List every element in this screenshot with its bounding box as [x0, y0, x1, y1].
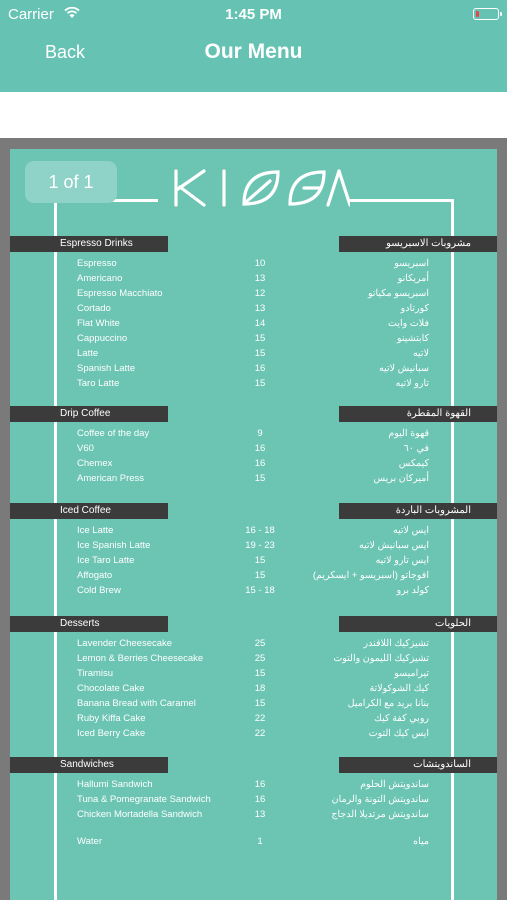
item-name-ar: قهوة اليوم — [388, 428, 429, 439]
clock: 1:45 PM — [225, 6, 282, 23]
item-name-ar: كيمكس — [398, 458, 429, 469]
item-name-en: Chemex — [77, 458, 113, 469]
item-name-ar: كولد برو — [396, 585, 429, 596]
menu-item-row — [10, 376, 497, 391]
item-price: 16 - 18 — [245, 525, 275, 536]
item-name-ar: اسبريسو — [394, 258, 429, 269]
menu-item-row — [10, 807, 497, 822]
item-name-ar: كورتادو — [400, 303, 429, 314]
item-name-ar: في ٦٠ — [403, 443, 429, 454]
item-name-ar: افوجاتو (اسبريسو + ايسكريم) — [312, 570, 429, 581]
menu-item-row — [10, 666, 497, 681]
item-name-en: Tiramisu — [77, 668, 114, 679]
item-name-en: Flat White — [77, 318, 120, 329]
item-name-ar: ساندويتش الحلوم — [360, 779, 429, 790]
item-name-ar: تشيزكيك اللافندر — [363, 638, 429, 649]
item-price: 18 — [254, 683, 266, 694]
item-price: 25 — [254, 653, 266, 664]
item-name-en: Affogato — [77, 570, 113, 581]
item-price: 16 — [254, 458, 266, 469]
item-name-ar: تيراميسو — [394, 668, 429, 679]
item-price: 16 — [254, 443, 266, 454]
item-price: 15 — [254, 348, 266, 359]
item-name-en: Latte — [77, 348, 99, 359]
menu-item-row — [10, 696, 497, 711]
page-indicator: 1 of 1 — [25, 161, 117, 203]
menu-item-row — [10, 726, 497, 741]
menu-item-row — [10, 426, 497, 441]
item-name-ar: ايس تارو لاتيه — [375, 555, 429, 566]
menu-section — [10, 406, 497, 490]
menu-item-row — [10, 583, 497, 598]
menu-item-row — [10, 523, 497, 538]
menu-item-row — [10, 361, 497, 376]
menu-item-row — [10, 271, 497, 286]
item-name-ar: بنانا بريد مع الكراميل — [347, 698, 429, 709]
menu-item-row — [10, 777, 497, 792]
item-name-en: Tuna & Pomegranate Sandwich — [77, 794, 211, 805]
menu-item-row — [10, 538, 497, 553]
item-price: 16 — [254, 794, 266, 805]
section-header-ar: القهوة المقطرة — [339, 406, 497, 422]
section-header-en: Desserts — [10, 616, 168, 632]
item-name-ar: ايس سبانيش لاتيه — [358, 540, 429, 551]
item-name-ar: لاتيه — [412, 348, 429, 359]
item-price: 15 — [254, 378, 266, 389]
item-name-en: Lavender Cheesecake — [77, 638, 173, 649]
menu-item-row — [10, 636, 497, 651]
kiffa-logo — [160, 165, 350, 209]
item-price: 14 — [254, 318, 266, 329]
menu-item-row — [10, 792, 497, 807]
menu-item-row — [10, 256, 497, 271]
section-header-en: Sandwiches — [10, 757, 168, 773]
menu-item-row — [10, 286, 497, 301]
menu-document[interactable] — [10, 149, 497, 900]
item-name-ar: تارو لاتيه — [395, 378, 429, 389]
menu-item-row — [10, 331, 497, 346]
menu-item-row — [10, 711, 497, 726]
menu-item-row — [10, 301, 497, 316]
item-name-en: American Press — [77, 473, 145, 484]
status-bar — [0, 4, 507, 24]
item-price: 15 — [254, 555, 266, 566]
item-price: 19 - 23 — [245, 540, 275, 551]
item-name-ar: روبي كفة كيك — [374, 713, 429, 724]
section-header-en: Drip Coffee — [10, 406, 168, 422]
item-name-en: Water — [77, 836, 102, 847]
item-name-en: Cold Brew — [77, 585, 121, 596]
item-price: 15 — [254, 698, 266, 709]
item-name-ar: مياه — [413, 836, 429, 847]
menu-section — [10, 757, 497, 826]
item-name-ar: سبانيش لاتيه — [378, 363, 429, 374]
item-name-en: Banana Bread with Caramel — [77, 698, 196, 709]
battery-icon — [473, 8, 499, 20]
item-name-ar: أمريكانو — [397, 273, 429, 284]
item-price: 12 — [254, 288, 266, 299]
section-header-ar: الساندويتشات — [339, 757, 497, 773]
item-price: 15 - 18 — [245, 585, 275, 596]
item-price: 15 — [254, 668, 266, 679]
item-name-ar: ساندويتش التونة والرمان — [331, 794, 429, 805]
item-name-en: Chocolate Cake — [77, 683, 145, 694]
item-price: 15 — [254, 570, 266, 581]
item-name-ar: كابتشينو — [396, 333, 429, 344]
item-name-en: Espresso — [77, 258, 117, 269]
item-name-en: Hallumi Sandwich — [77, 779, 153, 790]
item-name-en: Espresso Macchiato — [77, 288, 163, 299]
menu-section — [10, 616, 497, 745]
page-title: Our Menu — [204, 40, 303, 63]
item-name-en: Ice Taro Latte — [77, 555, 135, 566]
menu-item-row — [10, 681, 497, 696]
item-price: 22 — [254, 713, 266, 724]
item-price: 15 — [254, 333, 266, 344]
section-header-ar: مشروبات الاسبريسو — [339, 236, 497, 252]
section-header-en: Iced Coffee — [10, 503, 168, 519]
item-name-en: Coffee of the day — [77, 428, 150, 439]
menu-item-row — [10, 553, 497, 568]
item-name-en: Americano — [77, 273, 123, 284]
item-price: 10 — [254, 258, 266, 269]
item-name-ar: ايس كيك التوت — [368, 728, 429, 739]
item-price: 22 — [254, 728, 266, 739]
item-name-en: Spanish Latte — [77, 363, 136, 374]
item-name-en: Taro Latte — [77, 378, 120, 389]
item-name-ar: اسبريسو مكياتو — [367, 288, 429, 299]
item-price: 25 — [254, 638, 266, 649]
item-name-en: Chicken Mortadella Sandwich — [77, 809, 203, 820]
item-name-en: Iced Berry Cake — [77, 728, 146, 739]
item-price: 1 — [257, 836, 263, 847]
item-price: 13 — [254, 273, 266, 284]
carrier-label: Carrier — [8, 6, 54, 23]
menu-section — [10, 236, 497, 395]
item-name-en: Lemon & Berries Cheesecake — [77, 653, 204, 664]
item-price: 13 — [254, 809, 266, 820]
section-header-ar: المشروبات الباردة — [339, 503, 497, 519]
menu-item-row — [10, 441, 497, 456]
item-name-ar: كيك الشوكولاتة — [369, 683, 429, 694]
item-name-en: Ice Spanish Latte — [77, 540, 151, 551]
navigation-bar — [0, 0, 507, 92]
menu-item-row — [10, 316, 497, 331]
toolbar-area — [0, 92, 507, 138]
item-price: 16 — [254, 363, 266, 374]
menu-item-row — [10, 471, 497, 486]
item-name-ar: أميركان بريس — [373, 473, 429, 484]
item-name-en: Cortado — [77, 303, 111, 314]
menu-item-row — [10, 346, 497, 361]
item-price: 16 — [254, 779, 266, 790]
menu-item-row — [10, 651, 497, 666]
menu-item-row — [10, 456, 497, 471]
section-header-en: Espresso Drinks — [10, 236, 168, 252]
item-name-ar: تشيزكيك الليمون والتوت — [333, 653, 429, 664]
item-price: 15 — [254, 473, 266, 484]
water-row — [10, 834, 497, 849]
frame-top-line-right — [350, 199, 454, 202]
item-price: 13 — [254, 303, 266, 314]
item-name-ar: ايس لاتيه — [392, 525, 429, 536]
item-name-en: Ice Latte — [77, 525, 114, 536]
item-name-en: V60 — [77, 443, 94, 454]
section-header-ar: الحلويات — [339, 616, 497, 632]
item-name-ar: فلات وايت — [388, 318, 429, 329]
item-name-ar: ساندويتش مرتديلا الدجاج — [331, 809, 429, 820]
menu-item-row — [10, 568, 497, 583]
item-price: 9 — [257, 428, 263, 439]
item-name-en: Cappuccino — [77, 333, 128, 344]
item-name-en: Ruby Kiffa Cake — [77, 713, 146, 724]
menu-section — [10, 503, 497, 602]
back-button[interactable]: Back — [45, 42, 86, 62]
